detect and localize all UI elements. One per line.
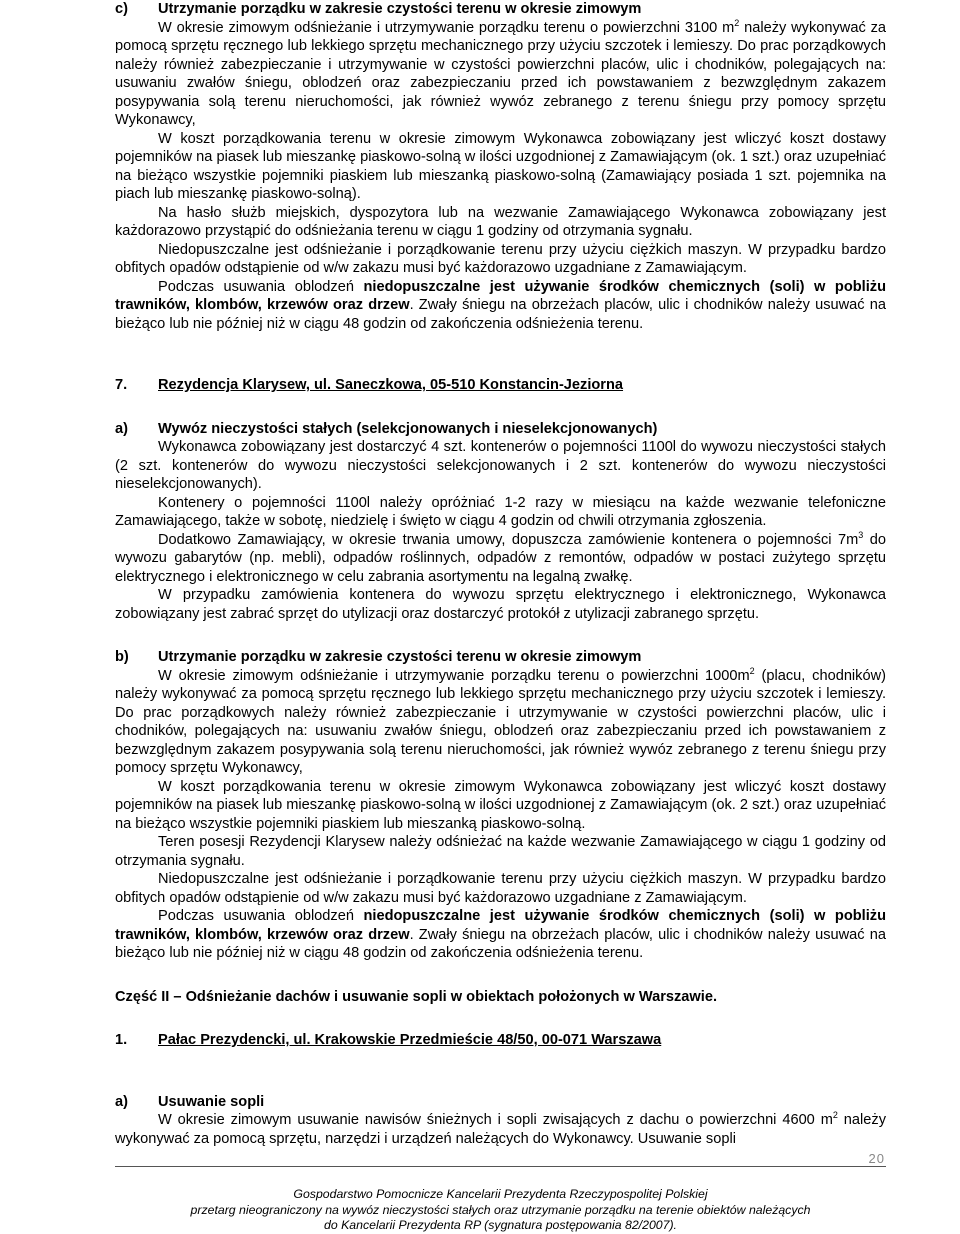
section-1a-label: a) xyxy=(115,1093,128,1110)
section-c-paragraph-1 xyxy=(115,19,886,130)
page-footer xyxy=(115,1187,886,1234)
section-7a-paragraph-2: Kontenery o pojemności 1100l należy opróżniać 1-2 razy w miesiącu na każde wezwanie telefoniczne Zamawiającego, także w sobotę, niedzielę i święto w ciągu 4 godzin od chwili otrzymania zgłoszenia. xyxy=(115,494,886,529)
text-run: . Zwały śniegu na obrzeżach placów, ulic i chodników należy usuwać na bieżąco lub nie później niż w ciągu 48 godzin od zakończenia odśnieżenia terenu. xyxy=(115,297,886,332)
text-run: W okresie zimowym usuwanie nawisów śnieżnych i sopli zwisających z dachu o powierzchni 4600 m xyxy=(158,1112,833,1128)
bold-text: niedopuszczalne jest używanie środków chemicznych (soli) w pobliżu trawników, klombów, krzewów oraz drzew xyxy=(115,908,886,943)
text-run: Podczas usuwania oblodzeń xyxy=(158,278,364,295)
text-run: (placu, chodników) należy wykonywać za pomocą sprzętu ręcznego lub lekkiego sprzętu mechanicznego przy użyciu szczotek i lemieszy. Do prac porządkowych należy również zabezpieczanie i utrzymywanie w czystości powierzchni placów, ulic i chodników, polegających na: usuwaniu zwałów śniegu, oblodzeń oraz zabezpieczaniu przed ich powstawaniem z bezwzględnym zakazem posypywania solą terenu nieruchomości, jak również wywóz zebranego z terenu śniegu przy pomocy sprzętu Wykonawcy, xyxy=(115,667,886,776)
superscript: 3 xyxy=(858,529,864,540)
section-1-title: Pałac Prezydencki, ul. Krakowskie Przedmieście 48/50, 00-071 Warszawa xyxy=(158,1032,662,1048)
section-7a-label: a) xyxy=(115,420,128,437)
section-7b-label: b) xyxy=(115,649,129,665)
footer-line-1: Gospodarstwo Pomocnicze Kancelarii Prezydenta Rzeczypospolitej Polskiej xyxy=(293,1187,708,1201)
text-run: W okresie zimowym odśnieżanie i utrzymywanie porządku terenu o powierzchni 3100 m xyxy=(158,19,735,36)
part-2-title: Część II – Odśnieżanie dachów i usuwanie sopli w obiektach położonych w Warszawie. xyxy=(115,988,717,1005)
section-c-title: Utrzymanie porządku w zakresie czystości terenu w okresie zimowym xyxy=(158,1,642,17)
section-7b-paragraph-3: Teren posesji Rezydencji Klarysew należy odśnieżać na każde wezwanie Zamawiającego w ciągu 1 godziny od otrzymania sygnału. xyxy=(115,834,886,869)
section-7a-paragraph-3 xyxy=(115,531,886,587)
bold-text: niedopuszczalne jest używanie środków chemicznych (soli) w pobliżu trawników, klombów, krzewów oraz drzew xyxy=(115,278,886,313)
page-number: 20 xyxy=(868,1151,885,1166)
text-run: do wywozu gabarytów (np. mebli), odpadów roślinnych, odpadów z remontów, odpadów w postaci zużytego sprzętu elektrycznego i elektronicznego w celu zabrania asortymentu na legalną zwałkę. xyxy=(115,531,886,585)
section-1a-title: Usuwanie sopli xyxy=(158,1093,265,1110)
section-c-paragraph-2: W koszt porządkowania terenu w okresie zimowym Wykonawca zobowiązany jest wliczyć koszt dostawy pojemników na piasek lub mieszankę piaskowo-solną w ilości uzgodnionej z Zamawiającym (ok. 1 szt.) oraz uzupełniać na bieżąco wszystkie pojemniki piaskiem lub mieszanką piaskowo-solną (Zamawiający posiada 1 szt. pojemnika na piach lub mieszankę piaskowo-solną). xyxy=(115,130,886,202)
section-7a-heading xyxy=(115,420,886,439)
text-run: należy wykonywać za pomocą sprzętu, narzędzi i urządzeń należących do Wykonawcy. Usuwanie sopli xyxy=(115,1112,886,1147)
section-7b-paragraph-1 xyxy=(115,667,886,778)
text-run: W okresie zimowym odśnieżanie i utrzymywanie porządku terenu o powierzchni 1000m xyxy=(158,667,750,684)
section-7a-paragraph-4: W przypadku zamówienia kontenera do wywozu sprzętu elektrycznego i elektronicznego, Wykonawca zobowiązany jest zabrać sprzęt do utylizacji oraz dostarczyć protokół z utylizacji zabranego sprzętu. xyxy=(115,587,886,622)
superscript: 2 xyxy=(749,665,755,676)
section-7b-title: Utrzymanie porządku w zakresie czystości terenu w okresie zimowym xyxy=(158,649,642,665)
section-7-heading xyxy=(115,376,886,395)
superscript: 2 xyxy=(734,17,740,28)
footer-line-2: przetarg nieograniczony na wywóz nieczystości stałych oraz utrzymanie porządku na terenie obiektów należących xyxy=(190,1202,811,1217)
section-7a-paragraph-1: Wykonawca zobowiązany jest dostarczyć 4 szt. kontenerów o pojemności 1100l do wywozu nieczystości stałych (2 szt. kontenerów do wywozu nieczystości selekcjonowanych i 2 szt. kontenerów do wywozu nieczystości nieselekcjonowanych). xyxy=(115,439,886,492)
section-7-number: 7. xyxy=(115,377,128,393)
text-run: Dodatkowo Zamawiający, w okresie trwania umowy, dopuszcza zamówienie kontenera o pojemności 7m xyxy=(158,531,859,548)
section-c-paragraph-4: Niedopuszczalne jest odśnieżanie i porządkowanie terenu przy użyciu ciężkich maszyn. W przypadku bardzo obfitych opadów odstąpienie od w/w zakazu musi być każdorazowo uzgadniane z Zamawiającym. xyxy=(115,241,886,276)
section-1a-paragraph-1 xyxy=(115,1111,886,1148)
footer-divider xyxy=(115,1166,886,1167)
page-content xyxy=(115,0,886,1148)
section-c-paragraph-3: Na hasło służb miejskich, dyspozytora lub na wezwanie Zamawiającego Wykonawca zobowiązany jest każdorazowo przystąpić do odśnieżania terenu w ciągu 1 godziny od otrzymania sygnału. xyxy=(115,204,886,239)
text-run: Podczas usuwania oblodzeń xyxy=(158,908,364,924)
part-2-heading xyxy=(115,988,886,1007)
text-run: . Zwały śniegu na obrzeżach placów, ulic i chodników należy usuwać na bieżąco lub nie później niż w ciągu 48 godzin od zakończenia odśnieżenia terenu. xyxy=(115,926,886,961)
section-7b-paragraph-5 xyxy=(115,907,886,963)
section-7b-heading xyxy=(115,648,886,667)
section-7b-paragraph-4: Niedopuszczalne jest odśnieżanie i porządkowanie terenu przy użyciu ciężkich maszyn. W przypadku bardzo obfitych opadów odstąpienie od w/w zakazu musi być każdorazowo uzgadniane z Zamawiającym. xyxy=(115,871,886,906)
section-1-heading xyxy=(115,1031,886,1050)
section-c-paragraph-5 xyxy=(115,278,886,334)
superscript: 2 xyxy=(832,1110,838,1120)
section-c-label: c) xyxy=(115,1,128,17)
text-run: należy wykonywać za pomocą sprzętu ręcznego lub lekkiego sprzętu mechanicznego przy użyciu szczotek i lemieszy. Do prac porządkowych należy również zabezpieczanie i utrzymywanie w czystości powierzchni placów, ulic i chodników, polegających na: usuwaniu zwałów śniegu, oblodzeń oraz zabezpieczaniu przed ich powstawaniem z bezwzględnym zakazem posypywania solą terenu nieruchomości, jak również wywóz zebranego z terenu śniegu przy pomocy sprzętu Wykonawcy, xyxy=(115,19,886,128)
section-1-number: 1. xyxy=(115,1032,128,1048)
section-7-title: Rezydencja Klarysew, ul. Saneczkowa, 05-510 Konstancin-Jeziorna xyxy=(158,377,624,393)
footer-line-3: do Kancelarii Prezydenta RP (sygnatura postępowania 82/2007). xyxy=(324,1218,677,1232)
section-7b-paragraph-2: W koszt porządkowania terenu w okresie zimowym Wykonawca zobowiązany jest wliczyć koszt dostawy pojemników na piasek lub mieszankę piaskowo-solną w ilości uzgodnionej z Zamawiającym (ok. 2 szt.) oraz uzupełniać na bieżąco wszystkie pojemniki piaskiem lub mieszanką piaskowo-solną. xyxy=(115,778,886,832)
section-7a-title: Wywóz nieczystości stałych (selekcjonowanych i nieselekcjonowanych) xyxy=(158,420,658,437)
section-c-heading xyxy=(115,0,886,19)
section-1a-heading xyxy=(115,1093,886,1112)
